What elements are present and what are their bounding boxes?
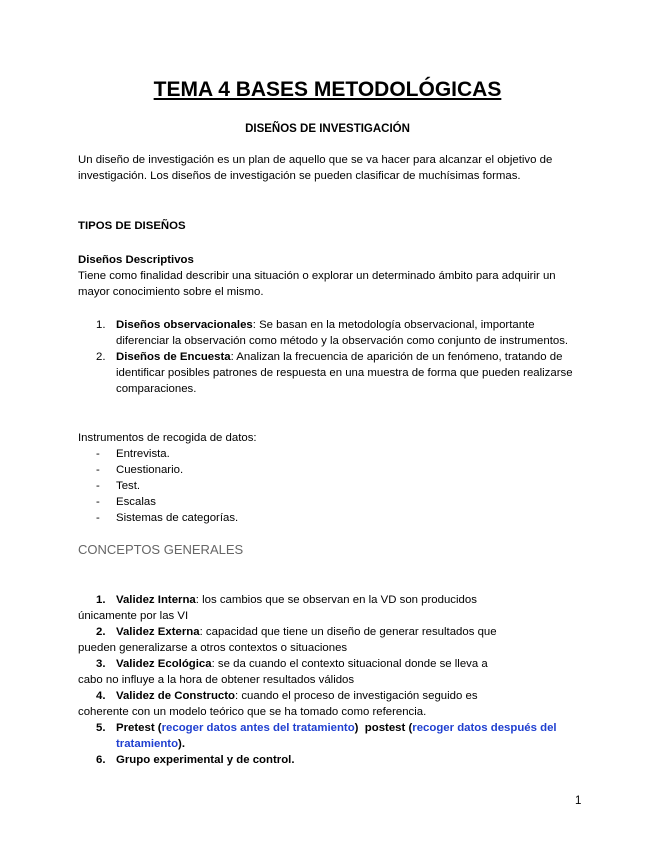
item-term: Validez Externa <box>116 626 200 638</box>
list-item-text: Sistemas de categorías. <box>116 512 239 524</box>
list-item-text: Entrevista. <box>116 448 170 460</box>
instrumentos-list <box>78 446 580 526</box>
item-term: Grupo experimental y de control. <box>116 754 295 766</box>
list-item <box>78 349 580 397</box>
item-term: Diseños observacionales <box>116 319 253 331</box>
item-text: : se da cuando el contexto situacional donde se lleva a <box>211 658 488 670</box>
postest-note: recoger datos después del tratamiento <box>116 722 557 750</box>
conceptos-heading: CONCEPTOS GENERALES <box>78 542 244 557</box>
item-text: : Se basan en la metodología observacional, importante diferenciar la observación como método y la observación como conjunto de instrumentos. <box>116 319 569 347</box>
concept-item <box>78 624 580 656</box>
item-number: 1. <box>96 594 106 606</box>
item-text-continuation: cabo no influye a la hora de obtener resultados válidos <box>78 674 355 686</box>
descriptivos-section <box>78 252 580 300</box>
list-item: - Escalas <box>96 496 156 508</box>
item-term: Validez Interna <box>116 594 196 606</box>
item-text: : cuando el proceso de investigación seguido es <box>235 690 478 702</box>
concept-item-pretest-postest: 5. Pretest (recoger datos antes del tratamiento) postest (recoger datos después del tratamiento). <box>96 722 557 750</box>
list-item: - Test. <box>96 480 141 492</box>
postest-term: postest <box>364 722 406 734</box>
list-item-text: Cuestionario. <box>116 464 184 476</box>
concept-item-grupo <box>78 752 580 768</box>
pretest-note: recoger datos antes del tratamiento <box>161 722 355 734</box>
item-number: 3. <box>96 658 106 670</box>
item-term: Validez de Constructo <box>116 690 235 702</box>
item-term: Validez Ecológica <box>116 658 212 670</box>
descriptivos-text: Tiene como finalidad describir una situación o explorar un determinado ámbito para adquirir un mayor conocimiento sobre el mismo. <box>78 270 556 298</box>
list-item: - Entrevista. <box>96 448 170 460</box>
list-item: - Cuestionario. <box>96 464 184 476</box>
item-number: 4. <box>96 690 106 702</box>
concept-item <box>78 592 580 624</box>
item-number: 2. <box>96 626 106 638</box>
page-title: TEMA 4 BASES METODOLÓGICAS <box>153 78 502 101</box>
descriptivos-list <box>78 317 580 397</box>
page-number: 1 <box>575 795 582 807</box>
list-item-text: Test. <box>116 480 141 492</box>
item-number: 6. <box>96 754 106 766</box>
item-text-continuation: coherente con un modelo teórico que se ha tomado como referencia. <box>78 706 427 718</box>
item-text: : Analizan la frecuencia de aparición de un fenómeno, tratando de identificar posibles patrones de respuesta en una muestra de forma que pueden realizarse comparaciones. <box>116 351 573 395</box>
item-number: 2. <box>96 351 106 363</box>
item-text: : capacidad que tiene un diseño de generar resultados que <box>199 626 497 638</box>
list-item <box>78 317 580 349</box>
page-subtitle: DISEÑOS DE INVESTIGACIÓN <box>245 123 410 135</box>
concept-item <box>78 656 580 688</box>
concept-item <box>78 688 580 720</box>
descriptivos-heading: Diseños Descriptivos <box>78 254 194 266</box>
list-item-text: Escalas <box>116 496 156 508</box>
item-number: 1. <box>96 319 106 331</box>
list-item: - Sistemas de categorías. <box>96 512 239 524</box>
tipos-heading: TIPOS DE DISEÑOS <box>78 220 186 232</box>
intro-paragraph: Un diseño de investigación es un plan de aquello que se va hacer para alcanzar el objetivo de investigación. Los diseños de investigación se pueden clasificar de muchísimas formas. <box>78 154 553 182</box>
item-text-continuation: únicamente por las VI <box>78 610 189 622</box>
instrumentos-section <box>78 430 580 526</box>
item-text-continuation: pueden generalizarse a otros contextos o situaciones <box>78 642 348 654</box>
instrumentos-heading: Instrumentos de recogida de datos: <box>78 432 257 444</box>
pretest-term: Pretest <box>116 722 155 734</box>
conceptos-section <box>78 592 580 768</box>
item-text: : los cambios que se observan en la VD son producidos <box>195 594 477 606</box>
item-term: Diseños de Encuesta <box>116 351 231 363</box>
item-number: 5. <box>96 722 106 734</box>
concept-list-tail <box>78 720 580 768</box>
